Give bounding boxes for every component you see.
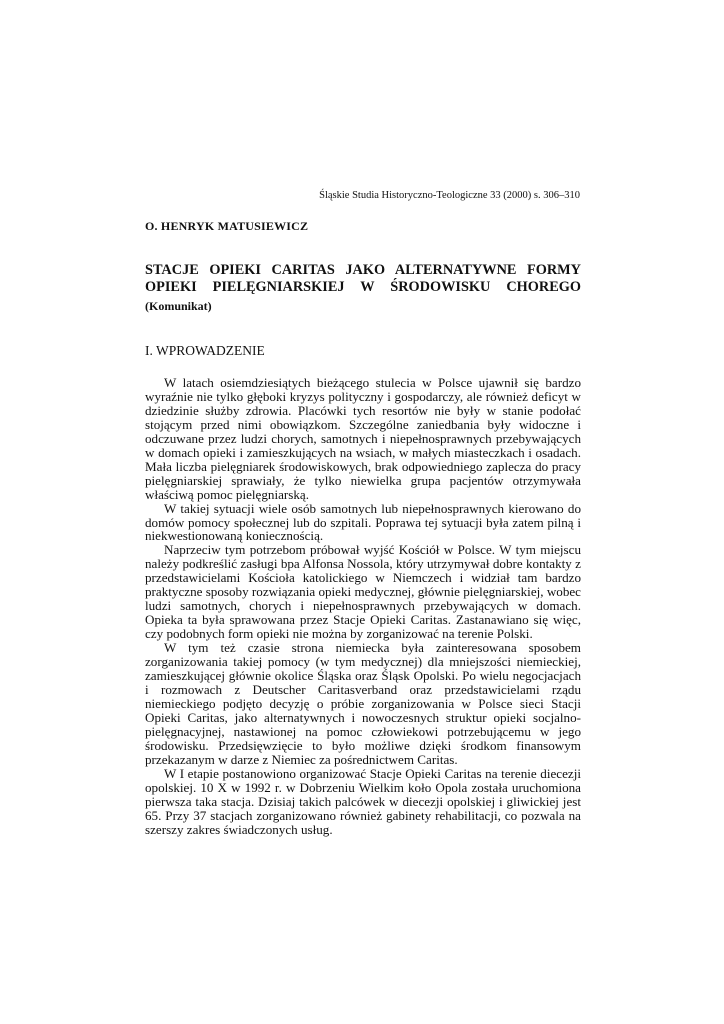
author-name: O. HENRYK MATUSIEWICZ — [145, 219, 309, 233]
article-subtitle: (Komunikat) — [145, 299, 212, 313]
article-title-line-1: STACJE OPIEKI CARITAS JAKO ALTERNATYWNE FORMY — [145, 262, 581, 278]
article-body — [145, 376, 581, 836]
article-title-line-2: OPIEKI PIELĘGNIARSKIEJ W ŚRODOWISKU CHOREGO — [145, 279, 581, 295]
journal-reference: Śląskie Studia Historyczno-Teologiczne 33 (2000) s. 306–310 — [319, 190, 580, 201]
paragraph-5: W I etapie postanowiono organizować Stacje Opieki Caritas na terenie diecezji opolskiej. 10 X w 1992 r. w Dobrzeniu Wielkim koło Opola została uruchomiona pierwsza taka stacja. Dzisiaj takich palcówek w diecezji opolskiej i gliwickiej jest 65. Przy 37 stacjach zorganizowano również gabinety rehabilitacji, co pozwala na szerszy zakres świadczonych usług. — [145, 765, 581, 837]
paragraph-4: W tym też czasie strona niemiecka była zainteresowana sposobem zorganizowania takiej pomocy (w tym medycznej) dla mniejszości niemieckiej, zamieszkującej głównie okolice Śląska oraz Śląsk Opolski. Po wielu negocjacjach i rozmowach z Deutscher Caritasverband oraz przedstawicielami rządu niemieckiego podjęto decyzję o próbie zorganizowania w Polsce sieci Stacji Opieki Caritas, jako alternatywnych i nowoczesnych struktur opieki socjalno-pielęgnacyjnej, nastawionej na pomoc człowiekowi potrzebującemu w jego środowisku. Przedsięwzięcie to było możliwe dzięki środkom finansowym przekazanym w darze z Niemiec za pośrednictwem Caritas. — [145, 640, 581, 767]
paragraph-3: Naprzeciw tym potrzebom próbował wyjść Kościół w Polsce. W tym miejscu należy podkreślić zasługi bpa Alfonsa Nossola, który utrzymywał dobre kontakty z przedstawicielami Kościoła katolickiego w Niemczech i widział tam bardzo praktyczne sposoby rozwiązania opieki medycznej, głównie pielęgniarskiej, wobec ludzi samotnych, chorych i niepełnosprawnych przebywających w domach. Opieka ta była sprawowana przez Stacje Opieki Caritas. Zastanawiano się więc, czy podobnych form opieki nie można by zorganizować na terenie Polski. — [145, 542, 581, 642]
paragraph-1: W latach osiemdziesiątych bieżącego stulecia w Polsce ujawnił się bardzo wyraźnie nie tylko głęboki kryzys polityczny i gospodarczy, ale również deficyt w dziedzinie służby zdrowia. Placówki tych resortów nie były w stanie podołać stojącym przed nimi obowiązkom. Szczególne zaniedbania były widoczne i odczuwane przez ludzi chorych, samotnych i niepełnosprawnych przebywających w domach opieki i zamieszkujących na wsiach, w małych miasteczkach i osadach. Mała liczba pielęgniarek środowiskowych, brak odpowiedniego zaplecza do pracy pielęgniarskiej sprawiały, że tylko niewielka grupa pacjentów otrzymywała właściwą pomoc pielęgniarską. — [145, 375, 581, 502]
article-title — [145, 262, 581, 296]
section-heading: I. WPROWADZENIE — [145, 343, 265, 358]
paragraph-2: W takiej sytuacji wiele osób samotnych lub niepełnosprawnych kierowano do domów pomocy społecznej lub do szpitali. Poprawa tej sytuacji była zatem pilną i niekwestionowaną koniecznością. — [145, 500, 581, 544]
